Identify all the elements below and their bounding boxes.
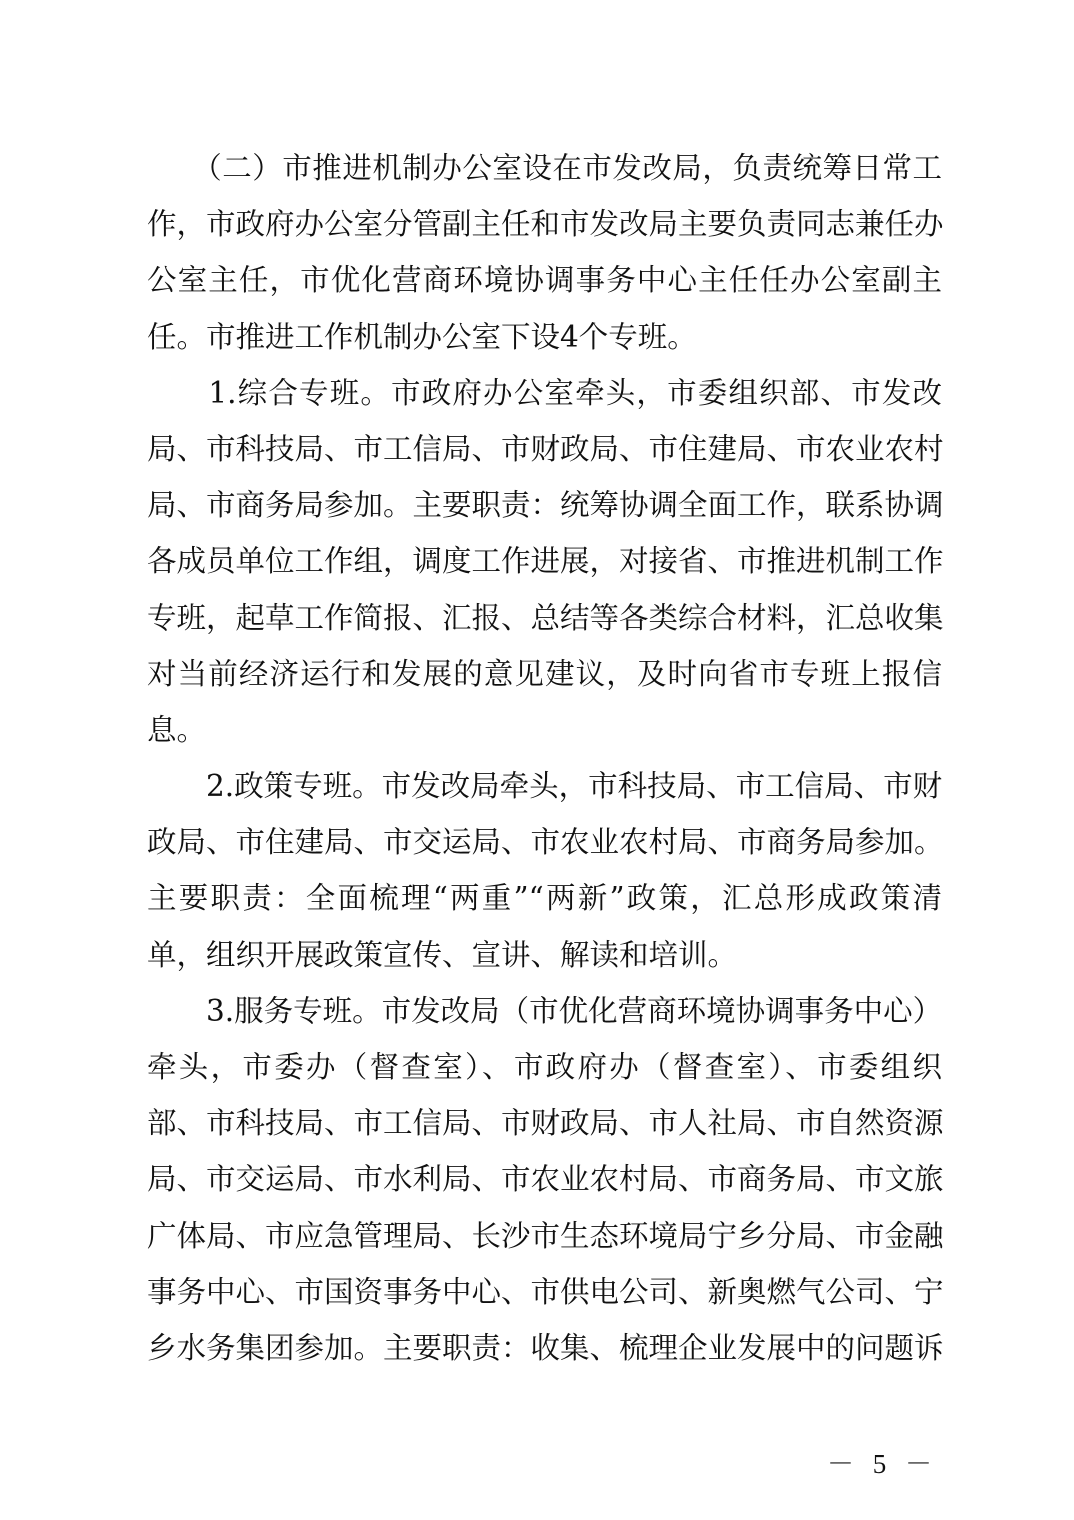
- text-line: 1.综合专班。市政府办公室牵头，市委组织部、市发改: [147, 375, 942, 410]
- text-line: 2.政策专班。市发改局牵头，市科技局、市工信局、市财: [147, 769, 943, 804]
- text-line: 政局、市住建局、市交运局、市农业农村局、市商务局参加。: [147, 825, 944, 860]
- text-line: 广体局、市应急管理局、长沙市生态环境局宁乡分局、市金融: [147, 1218, 944, 1253]
- text-line: （二）市推进机制办公室设在市发改局，负责统筹日常工: [147, 151, 942, 185]
- text-line: 事务中心、市国资事务中心、市供电公司、新奥燃气公司、宁: [147, 1274, 944, 1309]
- text-line: 局、市交运局、市水利局、市农业农村局、市商务局、市文旅: [147, 1162, 944, 1197]
- text-line: 局、市商务局参加。主要职责：统筹协调全面工作，联系协调: [147, 488, 944, 523]
- text-line: 3.服务专班。市发改局（市优化营商环境协调事务中心）: [147, 993, 943, 1028]
- text-line: 对当前经济运行和发展的意见建议，及时向省市专班上报信: [147, 656, 942, 691]
- text-line: 部、市科技局、市工信局、市财政局、市人社局、市自然资源: [147, 1106, 944, 1141]
- text-line: 作，市政府办公室分管副主任和市发改局主要负责同志兼任办: [147, 207, 944, 242]
- text-line: 主要职责：全面梳理“两重”“两新”政策，汇总形成政策清: [147, 881, 942, 916]
- text-line: 息。: [147, 712, 207, 747]
- text-line: 专班，起草工作简报、汇报、总结等各类综合材料，汇总收集: [147, 600, 944, 635]
- text-line: 公室主任，市优化营商环境协调事务中心主任任办公室副主: [147, 263, 942, 298]
- text-line: 牵头，市委办（督查室）、市政府办（督查室）、市委组织: [147, 1050, 942, 1084]
- text-line: 单，组织开展政策宣传、宣讲、解读和培训。: [147, 937, 738, 972]
- text-line: 局、市科技局、市工信局、市财政局、市住建局、市农业农村: [147, 431, 944, 466]
- text-line: 各成员单位工作组，调度工作进展，对接省、市推进机制工作: [147, 544, 944, 579]
- text-line: 任。市推进工作机制办公室下设4个专班。: [147, 319, 697, 354]
- body-text: [147, 140, 942, 1376]
- text-line: 乡水务集团参加。主要职责：收集、梳理企业发展中的问题诉: [147, 1330, 944, 1365]
- page-number: － 5 －: [827, 1449, 938, 1479]
